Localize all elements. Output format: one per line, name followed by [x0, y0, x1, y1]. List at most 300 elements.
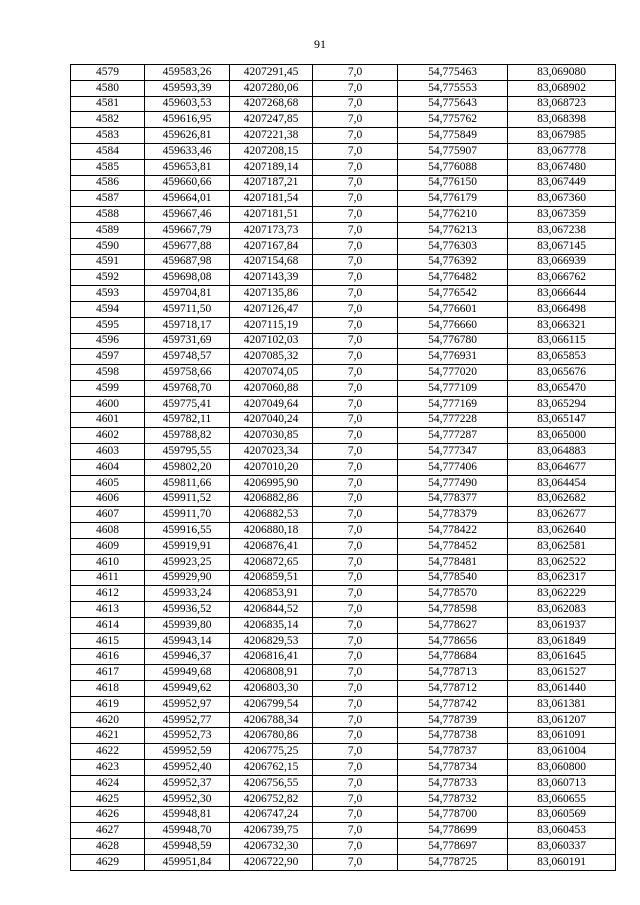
depth-cell: 7,0: [313, 823, 398, 839]
point-number-cell: 4622: [71, 744, 145, 760]
depth-cell: 7,0: [313, 649, 398, 665]
point-number-cell: 4624: [71, 775, 145, 791]
x-coordinate-cell: 459952,30: [145, 791, 230, 807]
point-number-cell: 4620: [71, 712, 145, 728]
longitude-cell: 83,065147: [508, 412, 616, 428]
depth-cell: 7,0: [313, 396, 398, 412]
depth-cell: 7,0: [313, 349, 398, 365]
latitude-cell: 54,778742: [398, 696, 508, 712]
latitude-cell: 54,778732: [398, 791, 508, 807]
y-coordinate-cell: 4206752,82: [230, 791, 313, 807]
latitude-cell: 54,777228: [398, 412, 508, 428]
x-coordinate-cell: 459616,95: [145, 112, 230, 128]
depth-cell: 7,0: [313, 112, 398, 128]
point-number-cell: 4623: [71, 760, 145, 776]
latitude-cell: 54,776179: [398, 191, 508, 207]
point-number-cell: 4594: [71, 301, 145, 317]
y-coordinate-cell: 4206756,55: [230, 775, 313, 791]
x-coordinate-cell: 459583,26: [145, 65, 230, 81]
longitude-cell: 83,069080: [508, 65, 616, 81]
y-coordinate-cell: 4207181,51: [230, 207, 313, 223]
point-number-cell: 4584: [71, 143, 145, 159]
y-coordinate-cell: 4206739,75: [230, 823, 313, 839]
y-coordinate-cell: 4207143,39: [230, 270, 313, 286]
y-coordinate-cell: 4207208,15: [230, 143, 313, 159]
table-row: [71, 238, 616, 254]
latitude-cell: 54,776660: [398, 317, 508, 333]
table-row: [71, 854, 616, 870]
x-coordinate-cell: 459952,77: [145, 712, 230, 728]
point-number-cell: 4621: [71, 728, 145, 744]
point-number-cell: 4591: [71, 254, 145, 270]
x-coordinate-cell: 459949,68: [145, 665, 230, 681]
latitude-cell: 54,777347: [398, 444, 508, 460]
latitude-cell: 54,778627: [398, 617, 508, 633]
x-coordinate-cell: 459929,90: [145, 570, 230, 586]
point-number-cell: 4598: [71, 365, 145, 381]
y-coordinate-cell: 4207030,85: [230, 428, 313, 444]
longitude-cell: 83,060713: [508, 775, 616, 791]
table-row: [71, 507, 616, 523]
depth-cell: 7,0: [313, 475, 398, 491]
latitude-cell: 54,778598: [398, 602, 508, 618]
longitude-cell: 83,060453: [508, 823, 616, 839]
x-coordinate-cell: 459626,81: [145, 128, 230, 144]
latitude-cell: 54,778377: [398, 491, 508, 507]
x-coordinate-cell: 459653,81: [145, 159, 230, 175]
depth-cell: 7,0: [313, 96, 398, 112]
table-row: [71, 617, 616, 633]
point-number-cell: 4595: [71, 317, 145, 333]
y-coordinate-cell: 4207060,88: [230, 380, 313, 396]
x-coordinate-cell: 459946,37: [145, 649, 230, 665]
latitude-cell: 54,777020: [398, 365, 508, 381]
point-number-cell: 4601: [71, 412, 145, 428]
latitude-cell: 54,778712: [398, 681, 508, 697]
table-row: [71, 444, 616, 460]
latitude-cell: 54,776542: [398, 286, 508, 302]
point-number-cell: 4582: [71, 112, 145, 128]
table-row: [71, 459, 616, 475]
x-coordinate-cell: 459748,57: [145, 349, 230, 365]
latitude-cell: 54,776931: [398, 349, 508, 365]
table-row: [71, 665, 616, 681]
table-row: [71, 775, 616, 791]
x-coordinate-cell: 459916,55: [145, 523, 230, 539]
table-row: [71, 65, 616, 81]
y-coordinate-cell: 4206829,53: [230, 633, 313, 649]
table-row: [71, 554, 616, 570]
latitude-cell: 54,777406: [398, 459, 508, 475]
point-number-cell: 4627: [71, 823, 145, 839]
table-row: [71, 380, 616, 396]
longitude-cell: 83,067985: [508, 128, 616, 144]
table-row: [71, 696, 616, 712]
longitude-cell: 83,066115: [508, 333, 616, 349]
latitude-cell: 54,775643: [398, 96, 508, 112]
latitude-cell: 54,778422: [398, 523, 508, 539]
longitude-cell: 83,067359: [508, 207, 616, 223]
depth-cell: 7,0: [313, 854, 398, 870]
longitude-cell: 83,061937: [508, 617, 616, 633]
depth-cell: 7,0: [313, 617, 398, 633]
latitude-cell: 54,778379: [398, 507, 508, 523]
x-coordinate-cell: 459795,55: [145, 444, 230, 460]
point-number-cell: 4618: [71, 681, 145, 697]
latitude-cell: 54,775463: [398, 65, 508, 81]
y-coordinate-cell: 4206995,90: [230, 475, 313, 491]
depth-cell: 7,0: [313, 633, 398, 649]
longitude-cell: 83,061440: [508, 681, 616, 697]
depth-cell: 7,0: [313, 254, 398, 270]
longitude-cell: 83,062682: [508, 491, 616, 507]
longitude-cell: 83,060800: [508, 760, 616, 776]
latitude-cell: 54,775907: [398, 143, 508, 159]
table-row: [71, 112, 616, 128]
y-coordinate-cell: 4206799,54: [230, 696, 313, 712]
y-coordinate-cell: 4207049,64: [230, 396, 313, 412]
depth-cell: 7,0: [313, 744, 398, 760]
latitude-cell: 54,776088: [398, 159, 508, 175]
depth-cell: 7,0: [313, 333, 398, 349]
y-coordinate-cell: 4207181,54: [230, 191, 313, 207]
longitude-cell: 83,061645: [508, 649, 616, 665]
latitude-cell: 54,778570: [398, 586, 508, 602]
depth-cell: 7,0: [313, 238, 398, 254]
longitude-cell: 83,065470: [508, 380, 616, 396]
longitude-cell: 83,062677: [508, 507, 616, 523]
table-row: [71, 412, 616, 428]
longitude-cell: 83,062522: [508, 554, 616, 570]
table-row: [71, 159, 616, 175]
latitude-cell: 54,778452: [398, 538, 508, 554]
table-row: [71, 602, 616, 618]
depth-cell: 7,0: [313, 380, 398, 396]
depth-cell: 7,0: [313, 459, 398, 475]
point-number-cell: 4580: [71, 80, 145, 96]
x-coordinate-cell: 459788,82: [145, 428, 230, 444]
point-number-cell: 4592: [71, 270, 145, 286]
table-row: [71, 807, 616, 823]
latitude-cell: 54,775553: [398, 80, 508, 96]
table-row: [71, 633, 616, 649]
latitude-cell: 54,778737: [398, 744, 508, 760]
depth-cell: 7,0: [313, 760, 398, 776]
table-row: [71, 254, 616, 270]
point-number-cell: 4587: [71, 191, 145, 207]
x-coordinate-cell: 459923,25: [145, 554, 230, 570]
longitude-cell: 83,068398: [508, 112, 616, 128]
x-coordinate-cell: 459952,37: [145, 775, 230, 791]
x-coordinate-cell: 459768,70: [145, 380, 230, 396]
y-coordinate-cell: 4206808,91: [230, 665, 313, 681]
y-coordinate-cell: 4206876,41: [230, 538, 313, 554]
table-row: [71, 681, 616, 697]
y-coordinate-cell: 4207291,45: [230, 65, 313, 81]
y-coordinate-cell: 4206872,65: [230, 554, 313, 570]
table-row: [71, 191, 616, 207]
depth-cell: 7,0: [313, 538, 398, 554]
y-coordinate-cell: 4206882,86: [230, 491, 313, 507]
longitude-cell: 83,060655: [508, 791, 616, 807]
point-number-cell: 4605: [71, 475, 145, 491]
x-coordinate-cell: 459718,17: [145, 317, 230, 333]
table-row: [71, 475, 616, 491]
depth-cell: 7,0: [313, 602, 398, 618]
longitude-cell: 83,060337: [508, 839, 616, 855]
table-row: [71, 839, 616, 855]
depth-cell: 7,0: [313, 143, 398, 159]
latitude-cell: 54,777169: [398, 396, 508, 412]
point-number-cell: 4596: [71, 333, 145, 349]
latitude-cell: 54,778738: [398, 728, 508, 744]
longitude-cell: 83,061381: [508, 696, 616, 712]
table-row: [71, 333, 616, 349]
latitude-cell: 54,778700: [398, 807, 508, 823]
depth-cell: 7,0: [313, 444, 398, 460]
table-row: [71, 365, 616, 381]
longitude-cell: 83,066644: [508, 286, 616, 302]
y-coordinate-cell: 4207115,19: [230, 317, 313, 333]
x-coordinate-cell: 459660,66: [145, 175, 230, 191]
y-coordinate-cell: 4207280,06: [230, 80, 313, 96]
point-number-cell: 4617: [71, 665, 145, 681]
depth-cell: 7,0: [313, 570, 398, 586]
latitude-cell: 54,778739: [398, 712, 508, 728]
y-coordinate-cell: 4207040,24: [230, 412, 313, 428]
y-coordinate-cell: 4206788,34: [230, 712, 313, 728]
table-row: [71, 744, 616, 760]
table-row: [71, 270, 616, 286]
longitude-cell: 83,061849: [508, 633, 616, 649]
y-coordinate-cell: 4207154,68: [230, 254, 313, 270]
latitude-cell: 54,778713: [398, 665, 508, 681]
depth-cell: 7,0: [313, 775, 398, 791]
longitude-cell: 83,064883: [508, 444, 616, 460]
y-coordinate-cell: 4207074,05: [230, 365, 313, 381]
point-number-cell: 4589: [71, 222, 145, 238]
x-coordinate-cell: 459952,97: [145, 696, 230, 712]
latitude-cell: 54,778656: [398, 633, 508, 649]
point-number-cell: 4613: [71, 602, 145, 618]
coordinates-table: [70, 64, 616, 871]
longitude-cell: 83,067480: [508, 159, 616, 175]
longitude-cell: 83,067238: [508, 222, 616, 238]
y-coordinate-cell: 4206844,52: [230, 602, 313, 618]
longitude-cell: 83,065294: [508, 396, 616, 412]
point-number-cell: 4581: [71, 96, 145, 112]
x-coordinate-cell: 459933,24: [145, 586, 230, 602]
latitude-cell: 54,776392: [398, 254, 508, 270]
y-coordinate-cell: 4207187,21: [230, 175, 313, 191]
point-number-cell: 4614: [71, 617, 145, 633]
table-row: [71, 317, 616, 333]
x-coordinate-cell: 459775,41: [145, 396, 230, 412]
depth-cell: 7,0: [313, 696, 398, 712]
longitude-cell: 83,061004: [508, 744, 616, 760]
depth-cell: 7,0: [313, 491, 398, 507]
y-coordinate-cell: 4206853,91: [230, 586, 313, 602]
table-row: [71, 349, 616, 365]
table-row: [71, 823, 616, 839]
point-number-cell: 4586: [71, 175, 145, 191]
depth-cell: 7,0: [313, 807, 398, 823]
x-coordinate-cell: 459782,11: [145, 412, 230, 428]
depth-cell: 7,0: [313, 728, 398, 744]
point-number-cell: 4611: [71, 570, 145, 586]
depth-cell: 7,0: [313, 523, 398, 539]
latitude-cell: 54,776210: [398, 207, 508, 223]
point-number-cell: 4615: [71, 633, 145, 649]
point-number-cell: 4607: [71, 507, 145, 523]
depth-cell: 7,0: [313, 286, 398, 302]
depth-cell: 7,0: [313, 128, 398, 144]
x-coordinate-cell: 459951,84: [145, 854, 230, 870]
point-number-cell: 4583: [71, 128, 145, 144]
longitude-cell: 83,066321: [508, 317, 616, 333]
y-coordinate-cell: 4207221,38: [230, 128, 313, 144]
x-coordinate-cell: 459802,20: [145, 459, 230, 475]
latitude-cell: 54,776601: [398, 301, 508, 317]
table-row: [71, 428, 616, 444]
x-coordinate-cell: 459939,80: [145, 617, 230, 633]
longitude-cell: 83,067778: [508, 143, 616, 159]
depth-cell: 7,0: [313, 586, 398, 602]
table-row: [71, 207, 616, 223]
point-number-cell: 4579: [71, 65, 145, 81]
y-coordinate-cell: 4207102,03: [230, 333, 313, 349]
table-row: [71, 96, 616, 112]
x-coordinate-cell: 459711,50: [145, 301, 230, 317]
depth-cell: 7,0: [313, 839, 398, 855]
table-row: [71, 538, 616, 554]
y-coordinate-cell: 4207167,84: [230, 238, 313, 254]
point-number-cell: 4626: [71, 807, 145, 823]
y-coordinate-cell: 4206803,30: [230, 681, 313, 697]
x-coordinate-cell: 459911,70: [145, 507, 230, 523]
point-number-cell: 4602: [71, 428, 145, 444]
table-row: [71, 728, 616, 744]
x-coordinate-cell: 459677,88: [145, 238, 230, 254]
latitude-cell: 54,778734: [398, 760, 508, 776]
latitude-cell: 54,778699: [398, 823, 508, 839]
longitude-cell: 83,067145: [508, 238, 616, 254]
table-row: [71, 286, 616, 302]
x-coordinate-cell: 459704,81: [145, 286, 230, 302]
y-coordinate-cell: 4206762,15: [230, 760, 313, 776]
depth-cell: 7,0: [313, 791, 398, 807]
longitude-cell: 83,061527: [508, 665, 616, 681]
latitude-cell: 54,776482: [398, 270, 508, 286]
point-number-cell: 4600: [71, 396, 145, 412]
table-body: [71, 65, 616, 871]
latitude-cell: 54,776303: [398, 238, 508, 254]
x-coordinate-cell: 459949,62: [145, 681, 230, 697]
latitude-cell: 54,775762: [398, 112, 508, 128]
latitude-cell: 54,778733: [398, 775, 508, 791]
longitude-cell: 83,066939: [508, 254, 616, 270]
longitude-cell: 83,062317: [508, 570, 616, 586]
latitude-cell: 54,775849: [398, 128, 508, 144]
y-coordinate-cell: 4207023,34: [230, 444, 313, 460]
x-coordinate-cell: 459667,79: [145, 222, 230, 238]
depth-cell: 7,0: [313, 681, 398, 697]
y-coordinate-cell: 4207173,73: [230, 222, 313, 238]
table-row: [71, 301, 616, 317]
table-row: [71, 128, 616, 144]
y-coordinate-cell: 4207189,14: [230, 159, 313, 175]
longitude-cell: 83,061207: [508, 712, 616, 728]
depth-cell: 7,0: [313, 270, 398, 286]
depth-cell: 7,0: [313, 191, 398, 207]
x-coordinate-cell: 459936,52: [145, 602, 230, 618]
x-coordinate-cell: 459952,59: [145, 744, 230, 760]
point-number-cell: 4588: [71, 207, 145, 223]
table-row: [71, 791, 616, 807]
x-coordinate-cell: 459952,40: [145, 760, 230, 776]
latitude-cell: 54,777490: [398, 475, 508, 491]
depth-cell: 7,0: [313, 65, 398, 81]
table-row: [71, 143, 616, 159]
point-number-cell: 4629: [71, 854, 145, 870]
latitude-cell: 54,778540: [398, 570, 508, 586]
x-coordinate-cell: 459948,70: [145, 823, 230, 839]
x-coordinate-cell: 459952,73: [145, 728, 230, 744]
table-row: [71, 586, 616, 602]
y-coordinate-cell: 4206816,41: [230, 649, 313, 665]
depth-cell: 7,0: [313, 80, 398, 96]
depth-cell: 7,0: [313, 175, 398, 191]
y-coordinate-cell: 4206835,14: [230, 617, 313, 633]
longitude-cell: 83,065000: [508, 428, 616, 444]
table-row: [71, 649, 616, 665]
point-number-cell: 4585: [71, 159, 145, 175]
latitude-cell: 54,776213: [398, 222, 508, 238]
latitude-cell: 54,776150: [398, 175, 508, 191]
point-number-cell: 4590: [71, 238, 145, 254]
page-number: 91: [314, 37, 326, 51]
longitude-cell: 83,062581: [508, 538, 616, 554]
table-row: [71, 760, 616, 776]
point-number-cell: 4597: [71, 349, 145, 365]
depth-cell: 7,0: [313, 712, 398, 728]
table-row: [71, 523, 616, 539]
longitude-cell: 83,061091: [508, 728, 616, 744]
x-coordinate-cell: 459603,53: [145, 96, 230, 112]
table-row: [71, 175, 616, 191]
longitude-cell: 83,060191: [508, 854, 616, 870]
point-number-cell: 4625: [71, 791, 145, 807]
table-row: [71, 396, 616, 412]
x-coordinate-cell: 459943,14: [145, 633, 230, 649]
y-coordinate-cell: 4206722,90: [230, 854, 313, 870]
table-row: [71, 222, 616, 238]
longitude-cell: 83,062229: [508, 586, 616, 602]
y-coordinate-cell: 4207010,20: [230, 459, 313, 475]
depth-cell: 7,0: [313, 412, 398, 428]
latitude-cell: 54,778725: [398, 854, 508, 870]
y-coordinate-cell: 4206732,30: [230, 839, 313, 855]
latitude-cell: 54,776780: [398, 333, 508, 349]
longitude-cell: 83,064454: [508, 475, 616, 491]
table-row: [71, 491, 616, 507]
x-coordinate-cell: 459667,46: [145, 207, 230, 223]
depth-cell: 7,0: [313, 301, 398, 317]
x-coordinate-cell: 459948,59: [145, 839, 230, 855]
point-number-cell: 4609: [71, 538, 145, 554]
depth-cell: 7,0: [313, 365, 398, 381]
depth-cell: 7,0: [313, 665, 398, 681]
